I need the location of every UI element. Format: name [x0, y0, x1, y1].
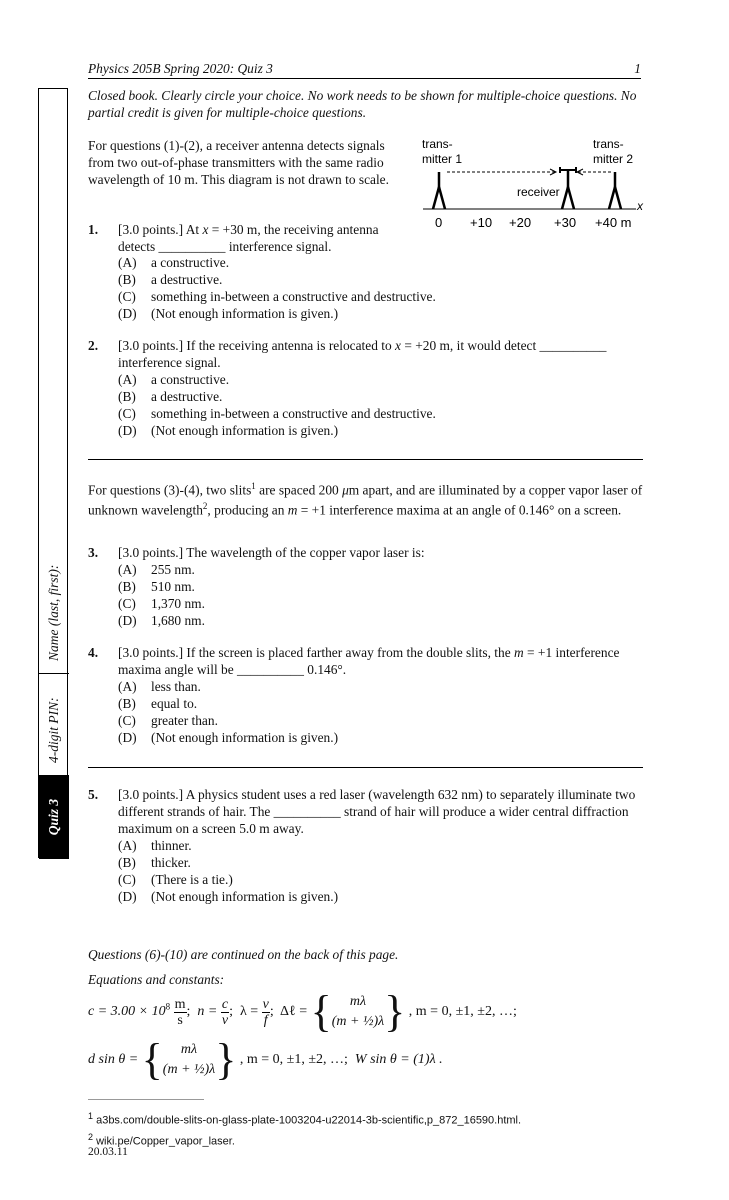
choice-label: (B)	[118, 389, 136, 404]
choice-a[interactable]	[88, 678, 648, 695]
choice-text: 510 nm.	[151, 579, 195, 594]
question-1-choices	[88, 254, 608, 322]
choice-text: 1,680 nm.	[151, 613, 205, 628]
choice-label: (D)	[118, 613, 137, 628]
transmitter1-antenna-icon	[433, 172, 445, 209]
choice-label: (C)	[118, 872, 136, 887]
section-divider	[88, 459, 643, 460]
choice-b[interactable]	[88, 854, 648, 871]
choice-text: (Not enough information is given.)	[151, 889, 339, 904]
fraction: $\frac{m}{s}$	[174, 996, 186, 1028]
mu-symbol: μ	[342, 482, 349, 498]
eq-m-values: , m = 0, ±1, ±2, …;	[239, 1052, 348, 1068]
document-date: 20.03.11	[88, 1146, 128, 1158]
choice-label: (C)	[118, 289, 136, 304]
eq-single-slit: W sin θ = (1)λ .	[354, 1052, 443, 1068]
choice-label: (A)	[118, 255, 137, 270]
choice-label: (B)	[118, 696, 136, 711]
fraction: $\frac{c}{v}$	[221, 996, 229, 1028]
choice-label: (B)	[118, 855, 136, 870]
intro-text: are spaced 200	[255, 482, 343, 498]
choice-text: 1,370 nm.	[151, 596, 205, 611]
question-text: [3.0 points.] At	[118, 222, 203, 237]
footnote-ref: 1	[251, 481, 256, 491]
x-axis-label: x	[637, 199, 643, 213]
choice-a[interactable]	[88, 371, 648, 388]
question-2-stem	[88, 337, 648, 371]
transmitter1-label-1: trans-	[422, 137, 453, 151]
var-m: m	[514, 645, 524, 660]
side-name-label: Name (last, first):	[46, 564, 61, 661]
question-number: 2.	[88, 338, 99, 353]
choice-label: (D)	[118, 306, 137, 321]
question-text: [3.0 points.] If the screen is placed farther away from the double slits, the	[118, 645, 515, 660]
equation-line-1: $c = 3.00 \times 10^8$ $\frac{m}{s}$ ; n = $\frac{c}{v}$ ; λ = $\frac{v}{f}$ ; Δℓ = { mλ (m + ½)λ } , m = 0, ±1, ±2, …;	[88, 987, 517, 1036]
brace-icon: {	[141, 1035, 163, 1084]
page-header	[88, 60, 641, 79]
question-number: 3.	[88, 545, 99, 560]
tick-label: +10	[470, 215, 493, 230]
choice-text: something in-between a constructive and destructive.	[151, 289, 436, 304]
brace-icon: }	[384, 987, 406, 1036]
choice-b[interactable]	[88, 578, 648, 595]
choice-text: equal to.	[151, 696, 198, 711]
var-x: x	[395, 338, 401, 353]
choice-label: (B)	[118, 579, 136, 594]
choice-a[interactable]	[88, 837, 648, 854]
choice-text: (Not enough information is given.)	[151, 423, 339, 438]
var-x: x	[202, 222, 209, 237]
choice-c[interactable]	[88, 595, 648, 612]
tick-label: +40 m	[595, 215, 632, 230]
eq-exp: 8	[165, 1001, 171, 1012]
question-number: 1.	[88, 222, 99, 237]
question-number: 5.	[88, 787, 99, 802]
section1-intro: For questions (1)-(2), a receiver antenna detects signals from two out-of-phase transmitters with the same radio wavelength of 10 m. This diagram is not drawn to scale.	[88, 138, 389, 187]
question-text: = +20 m, it would detect __________ interference signal.	[118, 338, 607, 370]
section-divider	[88, 767, 643, 768]
eq-lambda: λ =	[239, 1004, 259, 1020]
eq-n: n =	[197, 1004, 218, 1020]
choice-text: a destructive.	[151, 389, 223, 404]
fraction: $\frac{v}{f}$	[262, 996, 269, 1028]
choice-d[interactable]	[88, 422, 648, 439]
footnote-link[interactable]: wiki.pe/Copper_vapor_laser.	[96, 1135, 235, 1148]
equation-line-2	[88, 1035, 648, 1084]
choice-text: thinner.	[151, 838, 192, 853]
choice-a[interactable]	[88, 254, 608, 271]
transmitter2-label-2: mitter 2	[593, 152, 634, 166]
choice-b[interactable]	[88, 695, 648, 712]
intro-text: , producing an	[207, 502, 288, 518]
question-3-stem	[88, 544, 648, 561]
choice-label: (D)	[118, 889, 137, 904]
choice-text: (Not enough information is given.)	[151, 730, 339, 745]
choice-label: (A)	[118, 838, 137, 853]
footnote-ref: 2	[202, 501, 208, 512]
choice-a[interactable]	[88, 561, 648, 578]
choice-label: (C)	[118, 406, 136, 421]
choice-text: less than.	[151, 679, 201, 694]
receiver-antenna-icon	[560, 167, 576, 209]
question-5	[88, 786, 648, 905]
choice-label: (A)	[118, 372, 137, 387]
case-stack: mλ (m + ½)λ	[331, 994, 385, 1029]
choice-d[interactable]	[88, 888, 648, 905]
transmitter1-label-2: mitter 1	[422, 152, 463, 166]
question-text: = +30 m, the receiving antenna detects __________ interference signal.	[118, 222, 379, 254]
transmitter2-antenna-icon	[609, 172, 621, 209]
receiver-label: receiver	[517, 185, 560, 199]
choice-text: a constructive.	[151, 255, 230, 270]
choice-b[interactable]	[88, 388, 648, 405]
question-number: 4.	[88, 645, 99, 660]
antenna-diagram	[418, 137, 648, 235]
eq-c: c = 3.00 × 10	[88, 1004, 166, 1020]
section2-intro	[88, 478, 648, 519]
brace-icon: }	[215, 1035, 237, 1084]
eq-delta-l: Δℓ =	[279, 1004, 308, 1020]
question-3	[88, 544, 648, 629]
question-1-stem	[88, 221, 418, 255]
transmitter2-label-1: trans-	[593, 137, 624, 151]
footnotes	[88, 1108, 521, 1149]
footnote-2: $^2$ wiki.pe/Copper_vapor_laser.	[88, 1131, 235, 1148]
choice-d[interactable]	[88, 729, 648, 746]
choice-label: (C)	[118, 713, 136, 728]
question-text: [3.0 points.] The wavelength of the copper vapor laser is:	[118, 545, 425, 560]
header-title: Physics 205B Spring 2020: Quiz 3	[88, 61, 273, 76]
footnote-1: $^1$ a3bs.com/double-slits-on-glass-plate-1003204-u22014-3b-scientific,p_872_16590.html.	[88, 1111, 522, 1127]
case-stack: mλ (m + ½)λ	[162, 1042, 216, 1077]
question-text: [3.0 points.] A physics student uses a red laser (wavelength 632 nm) to separately illuminate two different strands of hair. The __________ strand of hair will produce a wider central diffraction maximum on a screen 5.0 m away.	[118, 787, 636, 836]
choice-label: (C)	[118, 596, 136, 611]
question-4-stem	[88, 644, 648, 678]
question-text: [3.0 points.] If the receiving antenna is relocated to	[118, 338, 396, 353]
brace-icon: {	[310, 987, 332, 1036]
tick-label: 0	[435, 215, 443, 230]
side-quiz-label: Quiz 3	[39, 775, 69, 859]
choice-text: thicker.	[151, 855, 191, 870]
eq-m-values: , m = 0, ±1, ±2, …;	[408, 1004, 517, 1020]
side-pin-label: 4-digit PIN:	[39, 673, 69, 775]
tick-label: +20	[509, 215, 532, 230]
choice-text: (There is a tie.)	[151, 872, 233, 887]
var-m: m	[287, 502, 298, 518]
tick-label: +30	[554, 215, 577, 230]
choice-text: 255 nm.	[151, 562, 195, 577]
choice-c[interactable]	[88, 288, 608, 305]
choice-c[interactable]	[88, 405, 648, 422]
instructions: Closed book. Clearly circle your choice. No work needs to be shown for multiple-choice questions. No partial credit is given for multiple-choice questions.	[88, 88, 637, 120]
question-text: = +1 interference maxima angle will be __________ 0.146°.	[118, 645, 620, 677]
choice-label: (A)	[118, 679, 137, 694]
footnote-link[interactable]: a3bs.com/double-slits-on-glass-plate-1003204-u22014-3b-scientific,p_872_16590.html.	[96, 1114, 522, 1127]
choice-c[interactable]	[88, 871, 648, 888]
choice-label: (D)	[118, 730, 137, 745]
choice-text: something in-between a constructive and destructive.	[151, 406, 436, 421]
choice-text: a destructive.	[151, 272, 223, 287]
intro-text: m apart, and are illuminated by a copper vapor laser of unknown wavelength	[88, 482, 643, 518]
choice-text: greater than.	[151, 713, 218, 728]
choice-c[interactable]	[88, 712, 648, 729]
intro-text: = +1 interference maxima at an angle of 0.146° on a screen.	[297, 502, 622, 518]
footnote-divider	[88, 1099, 204, 1100]
question-4	[88, 644, 648, 746]
choice-label: (D)	[118, 423, 137, 438]
side-label-box	[38, 88, 68, 858]
choice-text: (Not enough information is given.)	[151, 306, 339, 321]
question-1	[88, 221, 418, 255]
choice-b[interactable]	[88, 271, 608, 288]
question-2	[88, 337, 648, 439]
choice-label: (B)	[118, 272, 136, 287]
choice-label: (A)	[118, 562, 137, 577]
choice-text: a constructive.	[151, 372, 230, 387]
choice-d[interactable]	[88, 305, 608, 322]
continued-note: Questions (6)-(10) are continued on the back of this page.	[88, 947, 399, 962]
eq-dsin: d sin θ =	[88, 1052, 139, 1068]
question-5-stem	[88, 786, 648, 837]
intro-text: For questions (3)-(4), two slits	[88, 482, 252, 498]
equations-title: Equations and constants:	[88, 972, 225, 987]
page-number: 1	[634, 61, 641, 76]
choice-d[interactable]	[88, 612, 648, 629]
